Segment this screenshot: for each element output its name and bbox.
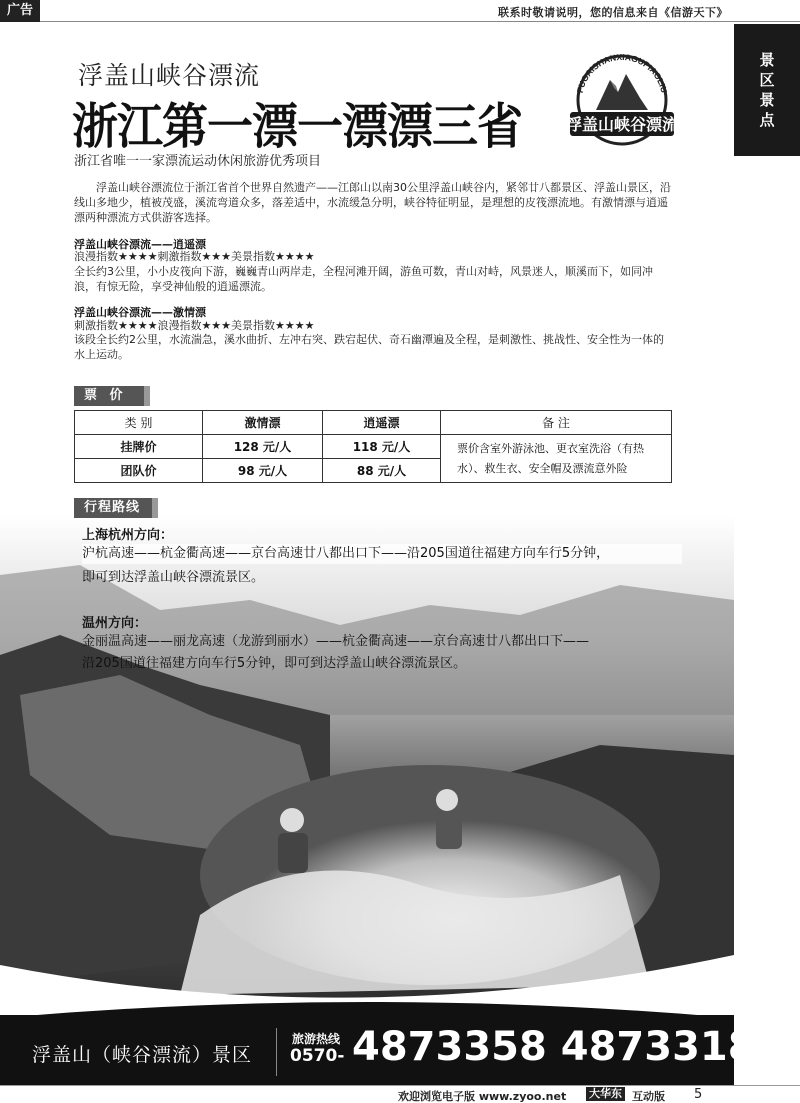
logo-arc-text: FUGAISHANXIAGUPIAOLIU [574,51,670,94]
table-cell: 88 元/人 [323,459,441,483]
table-cell: 118 元/人 [323,435,441,459]
table-row [75,435,672,459]
route-heading-wenzhou: 温州方向： [82,616,148,631]
route-label: 行程路线 [74,498,152,518]
side-tab-char: 区 [759,71,775,89]
brand-edition: 互动版 [632,1090,665,1103]
phone-numbers: 4873358 4873318 [352,1024,756,1070]
rafting-photo [0,515,734,1015]
route-text-wenzhou-2: 沿205国道往福建方向车行5分钟，即可到达浮盖山峡谷漂流景区。 [82,656,467,671]
category-side-tab [734,24,800,156]
ratings-xiaoyao: 浪漫指数★★★★刺激指数★★★美景指数★★★★ [74,250,315,263]
page-number: 5 [694,1087,703,1102]
ad-main-title: 浙江第一漂一漂漂三省 [72,97,522,155]
rafting-logo-icon [566,48,678,148]
table-cell: 挂牌价 [75,435,203,459]
table-header: 类 别 [75,411,203,435]
intro-paragraph: 浮盖山峡谷漂流位于浙江省首个世界自然遗产——江郎山以南30公里浮盖山峡谷内，紧邻廿八都景区、浮盖山景区，沿线山多地少，植被茂盛，溪流弯道众多，落差适中，水流缓急分明，峡谷特征明显，是理想的皮筏漂流地。有激情漂与逍遥漂两种漂流方式供游客选择。 [74,181,671,224]
table-cell: 团队价 [75,459,203,483]
section-heading-xiaoyao: 浮盖山峡谷漂流——逍遥漂 [74,238,206,251]
route-text-shanghai-2: 即可到达浮盖山峡谷漂流景区。 [82,570,265,585]
price-label: 票 价 [74,386,144,406]
footer-divider [276,1028,277,1076]
ad-tag: 广告 [0,0,40,22]
area-code: 0570- [290,1046,345,1066]
table-header: 备 注 [441,411,672,435]
table-cell: 128 元/人 [203,435,323,459]
table-row [75,411,672,435]
desc-jiqing: 该段全长约2公里，水流湍急，溪水曲折、左冲右突、跌宕起伏、奇石幽潭遍及全程，是刺激性、挑战性、安全性为一体的水上运动。 [74,333,664,361]
contact-notice: 联系时敬请说明，您的信息来自《信游天下》 [498,6,728,19]
hotline-label: 旅游热线 [292,1032,341,1046]
welcome-text: 欢迎浏览电子版 www.zyoo.net [398,1090,567,1103]
top-bar [0,0,800,22]
desc-xiaoyao: 全长约3公里，小小皮筏向下游，巍巍青山两岸走，全程河滩开阔，游鱼可数，青山对峙，风景迷人，顺溪而下，如同冲浪，有惊无险，享受神仙般的逍遥漂流。 [74,265,653,293]
table-header: 逍遥漂 [323,411,441,435]
side-tab-char: 景 [759,51,775,69]
route-text-shanghai-1: 沪杭高速——杭金衢高速——京台高速廿八都出口下——沿205国道往福建方向车行5分钟， [82,544,682,564]
section-heading-jiqing: 浮盖山峡谷漂流——激情漂 [74,306,206,319]
ad-subtitle: 浮盖山峡谷漂流 [78,61,261,90]
table-header: 激情漂 [203,411,323,435]
route-text-wenzhou-1: 金丽温高速——丽龙高速（龙游到丽水）——杭金衢高速——京台高速廿八都出口下—— [82,634,590,649]
route-heading-shanghai: 上海杭州方向： [82,528,174,543]
price-table [74,410,672,483]
ad-tagline: 浙江省唯一一家漂流运动休闲旅游优秀项目 [74,154,322,169]
table-cell: 98 元/人 [203,459,323,483]
side-tab-char: 景 [759,91,775,109]
brand-badge: 大华东 [586,1087,625,1101]
scenic-name: 浮盖山（峡谷漂流）景区 [32,1044,253,1066]
ratings-jiqing: 刺激指数★★★★浪漫指数★★★美景指数★★★★ [74,319,315,332]
side-tab-char: 点 [759,111,775,129]
logo-banner-text: 浮盖山峡谷漂流 [566,115,678,134]
price-note: 票价含室外游泳池、更衣室洗浴（有热水）、救生衣、安全帽及漂流意外险 [441,435,672,483]
